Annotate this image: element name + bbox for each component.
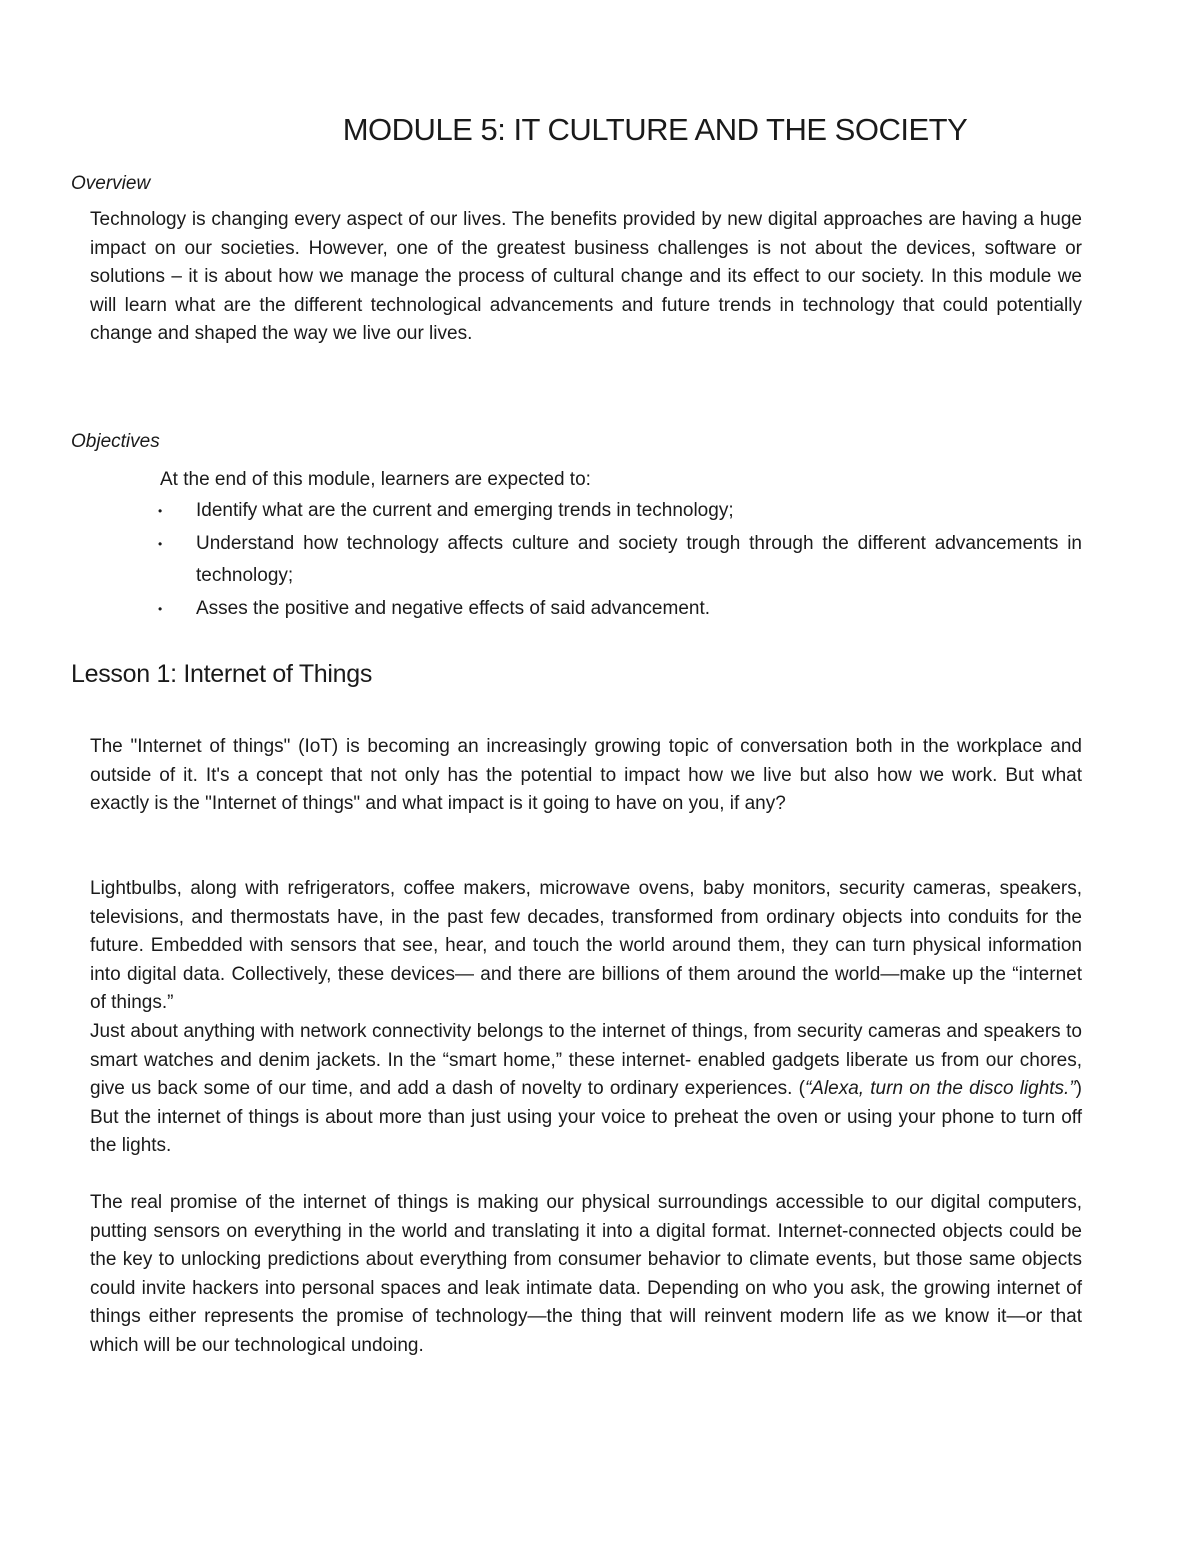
lesson-paragraph-2: Lightbulbs, along with refrigerators, coffee makers, microwave ovens, baby monitors, security cameras, speakers, televisions, and thermostats have, in the past few decades, transformed from ordinary objects into conduits for the future. Embedded with sensors that see, hear, and touch the world around them, they can turn physical information into digital data. Collectively, these devices— and there are billions of them around the world—make up the “internet of things.” bbox=[90, 878, 1082, 1013]
bullet-icon: • bbox=[158, 504, 163, 518]
overview-label: Overview bbox=[71, 173, 151, 194]
objective-text: Understand how technology affects culture and society trough through the different advancements in technology; bbox=[196, 532, 1082, 586]
objective-item bbox=[156, 495, 1082, 528]
objectives-list bbox=[156, 495, 1082, 625]
objective-text: Asses the positive and negative effects of said advancement. bbox=[196, 597, 711, 619]
lesson-paragraph-3 bbox=[90, 1018, 1082, 1161]
lesson-title: Lesson 1: Internet of Things bbox=[71, 660, 373, 688]
lesson-paragraph-1: The "Internet of things" (IoT) is becoming an increasingly growing topic of conversation both in the workplace and outside of it. It's a concept that not only has the potential to impact how we live but also how we work. But what exactly is the "Internet of things" and what impact is it going to have on you, if any? bbox=[90, 736, 1082, 814]
objective-text: Identify what are the current and emerging trends in technology; bbox=[196, 500, 734, 521]
objective-item bbox=[156, 593, 1082, 626]
objective-item bbox=[156, 528, 1082, 593]
alexa-quote: “Alexa, turn on the disco lights.” bbox=[804, 1078, 1076, 1099]
objectives-label: Objectives bbox=[71, 431, 160, 452]
paragraph-3-end: ) But the internet of things is about more than just using your voice to preheat the oven or using your phone to turn off the lights. bbox=[90, 1078, 1082, 1156]
bullet-icon: • bbox=[158, 536, 163, 551]
module-title: MODULE 5: IT CULTURE AND THE SOCIETY bbox=[342, 112, 968, 147]
bullet-icon: • bbox=[158, 601, 163, 616]
lesson-paragraph-4: The real promise of the internet of things is making our physical surroundings accessible to our digital computers, putting sensors on everything in the world and translating it into a digital format. Internet-connected objects could be the key to unlocking predictions about everything from consumer behavior to climate events, but those same objects could invite hackers into personal spaces and leak intimate data. Depending on who you ask, the growing internet of things either represents the promise of technology—the thing that will reinvent modern life as we know it—or that which will be our technological undoing. bbox=[90, 1192, 1082, 1356]
overview-paragraph: Technology is changing every aspect of our lives. The benefits provided by new digital approaches are having a huge impact on our societies. However, one of the greatest business challenges is not about the devices, software or solutions – it is about how we manage the process of cultural change and its effect to our society. In this module we will learn what are the different technological advancements and future trends in technology that could potentially change and shaped the way we live our lives. bbox=[90, 209, 1082, 344]
objectives-intro: At the end of this module, learners are expected to: bbox=[160, 469, 591, 490]
paragraph-3-start: Just about anything with network connectivity belongs to the internet of things, from security cameras and speakers to smart watches and denim jackets. In the “smart home,” these internet- enabled gadgets liberate us from our chores, give us back some of our time, and add a dash of novelty to ordinary experiences. ( bbox=[90, 1021, 1082, 1099]
